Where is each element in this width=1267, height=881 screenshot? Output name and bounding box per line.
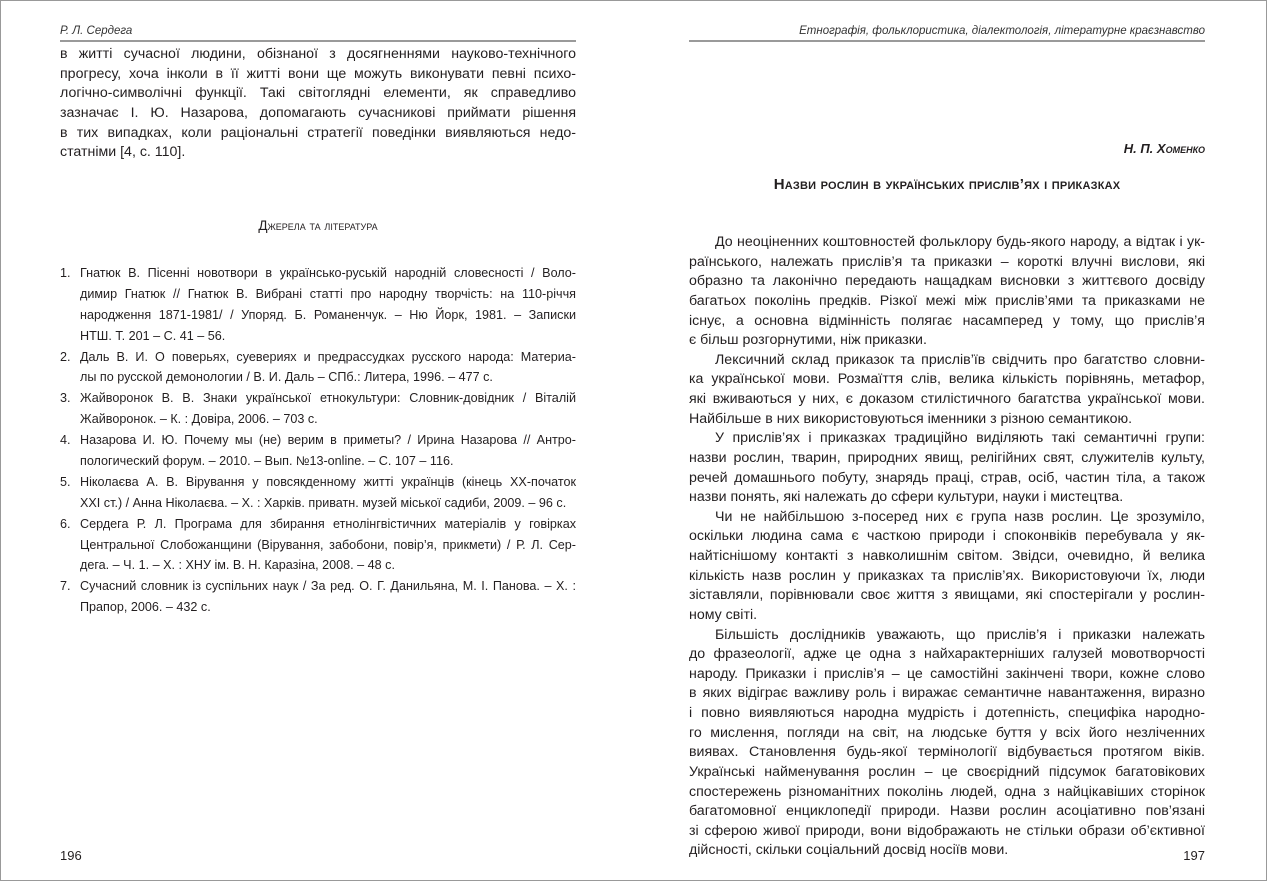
paragraph	[689, 508, 1205, 626]
reference-line: Гнатюк В. Пісенні новотвори в українсько-руській народній словесності / Воло-	[80, 266, 576, 280]
header-rule	[60, 40, 576, 42]
reference-item	[60, 430, 576, 472]
references-heading: Джерела та література	[258, 218, 378, 233]
running-head-right: Етнографія, фольклористика, діалектологія, літературне краєзнавство	[799, 25, 1205, 37]
text-line: багатомовної енциклопедії природи. Назви рослин асоціативно пов’язані	[689, 803, 1205, 820]
text-line: до фразеології, адже це одна з найхарактерніших галузей мовотворчості	[689, 646, 1205, 663]
reference-line: Сердега Р. Л. Програма для збирання етнолінгвістичних матеріалів у говірках	[80, 516, 576, 531]
text-line: зіставляли, порівнювали своє життя з явищами, які спостерігали у рослин-	[689, 587, 1205, 604]
text-line: в яких відіграє важливу роль і виражає семантичне навантаження, виразно	[689, 685, 1205, 702]
reference-item	[60, 514, 576, 577]
text-line: Лексичний склад приказок та прислів’їв свідчить про багатство словни-	[715, 351, 1205, 368]
text-line: народу. Приказки і прислів’я – це самостійні закінчені твори, кожне слово	[689, 665, 1205, 682]
reference-line: Жайворонок В. В. Знаки української етнокультури: Словник-довідник / Віталій	[80, 391, 576, 406]
page-number-left: 196	[60, 848, 82, 863]
text-line: багатьох поколінь предків. Різкої межі між прислів’ями та приказками не	[689, 292, 1205, 309]
reference-number: 1.	[60, 266, 71, 280]
reference-number: 7.	[60, 579, 71, 594]
reference-item	[60, 347, 576, 389]
references-list	[60, 263, 576, 618]
text-line: оскільки людина сама є часткою природи і споконвіків перебувала у як-	[689, 528, 1205, 545]
text-line: До неоціненних коштовностей фольклору будь-якого народу, а відтак і ук-	[715, 234, 1205, 250]
text-line: зі сферою живої природи, вони відображають не стільки образи об’єктивної	[689, 822, 1205, 839]
text-line: спостережень різноманітних поколінь людей, одна з найцікавіших сторінок	[689, 783, 1205, 800]
text-line: і повно виявляються народна мудрість і дотепність, специфіка народно-	[689, 705, 1205, 721]
reference-line: Центральної Слобожанщини (Вірування, забобони, повір’я, прикмети) / Р. Л. Сер-	[80, 537, 576, 552]
reference-number: 5.	[60, 474, 71, 489]
reference-line: димир Гнатюк // Гнатюк В. Вибрані статті про народну творчість: на 110-річчя	[80, 286, 576, 301]
reference-line: Назарова И. Ю. Почему мы (не) верим в приметы? / Ирина Назарова // Антро-	[80, 433, 576, 448]
reference-line: лы по русской демонологии / В. И. Даль – СПб.: Литера, 1996. – 477 с.	[80, 370, 493, 385]
text-line: статніми [4, с. 110].	[60, 144, 186, 161]
text-line: є більш розгорнутими, ніж приказки.	[689, 332, 927, 349]
text-line: Українські найменування рослин – це своєрідний підсумок багатовікових	[689, 763, 1205, 780]
paragraph	[689, 626, 1205, 862]
reference-item	[60, 263, 576, 347]
text-line: виявах. Становлення будь-якої термінології відбувається протягом віків.	[689, 744, 1205, 761]
reference-number: 2.	[60, 349, 71, 364]
left-page	[60, 0, 576, 881]
article-body	[689, 233, 1205, 861]
reference-item	[60, 388, 576, 430]
text-line: назви рослин, тварин, природних явищ, релігійних свят, служителів культу,	[689, 449, 1205, 466]
text-line: в тих випадках, коли раціональні стратегії поведінки виявляються недо-	[60, 124, 576, 141]
reference-line: ХХІ ст.) / Анна Ніколаєва. – Х. : Харків. приватн. музей міської садиби, 2009. – 96 с.	[80, 495, 567, 510]
reference-number: 6.	[60, 516, 71, 531]
article-author: Н. П. Хоменко	[1123, 141, 1205, 156]
reference-item	[60, 576, 576, 618]
reference-number: 4.	[60, 433, 71, 448]
reference-line: НТШ. Т. 201 – С. 41 – 56.	[80, 328, 226, 343]
text-line: кількість назв рослин у приказках та прислів’ях. Використовуючи їх, люди	[689, 567, 1205, 584]
text-line: логічно-символічні функції. Такі світоглядні елементи, як справедливо	[60, 85, 576, 102]
reference-line: дега. – Ч. 1. – Х. : ХНУ ім. В. Н. Каразіна, 2008. – 48 с.	[80, 558, 395, 573]
reference-line: Сучасний словник із суспільних наук / За ред. О. Г. Данильяна, М. І. Панова. – Х. :	[80, 579, 576, 594]
article-title: Назви рослин в українських прислів’ях і приказках	[773, 176, 1121, 193]
text-line: дійсності, скільки соціальний досвід носіїв мови.	[689, 842, 1009, 859]
reference-line: Даль В. И. О поверьях, суевериях и предрассудках русского народа: Материа-	[80, 349, 576, 364]
reference-line: Жайворонок. – К. : Довіра, 2006. – 703 с.	[80, 412, 318, 427]
running-head-left: Р. Л. Сердега	[60, 25, 133, 37]
reference-line: пологический форум. – 2010. – Вып. №13-online. – С. 107 – 116.	[80, 454, 454, 469]
reference-line: Ніколаєва А. В. Вірування у повсякденному житті українців (кінець ХХ-початок	[80, 474, 576, 489]
paragraph	[60, 45, 576, 163]
text-line: існує, а основна відмінність полягає насамперед у тому, що прислів’я	[689, 312, 1205, 329]
paragraph	[689, 351, 1205, 430]
text-line: Найбільше в них використовуються іменники з різною семантикою.	[689, 410, 1133, 427]
text-line: зазначає І. Ю. Назарова, допомагають сучасникові приймати рішення	[60, 104, 576, 121]
header-rule	[689, 40, 1205, 42]
text-line: ка української мови. Розмаїття слів, велика кількість порівнянь, метафор,	[689, 371, 1205, 388]
right-page	[689, 0, 1205, 881]
text-line: образно та лаконічно передають нащадкам висновки з життєвого досвіду	[689, 273, 1205, 290]
paragraph	[689, 233, 1205, 351]
paragraph	[689, 429, 1205, 508]
text-line: найтіснішому контакті з навколишнім світом. Звідси, очевидно, й велика	[689, 548, 1205, 564]
text-line: назви понять, які належать до сфери культури, науки і мистецтва.	[689, 489, 1124, 506]
text-line: го мислення, погляди на світ, на людське буття у всіх його незліченних	[689, 724, 1205, 741]
text-line: прогресу, хоча інколи в її житті вони ще можуть виконувати певні психо-	[60, 65, 576, 82]
reference-line: народження 1871-1981/ / Упоряд. Б. Романенчук. – Ню Йорк, 1981. – Записки	[80, 307, 576, 322]
text-line: ному світі.	[689, 606, 758, 623]
text-line: раїнського, належать прислів’я та приказки – короткі влучні вислови, які	[689, 253, 1205, 270]
page-number-right: 197	[1183, 848, 1205, 863]
text-line: які вживаються у них, є доказом стилістичного багатства української мови.	[689, 391, 1205, 407]
text-line: речей домашнього побуту, знарядь праці, страв, осіб, частин тіла, а також	[689, 469, 1205, 486]
continuation-text	[60, 45, 576, 163]
text-line: Чи не найбільшою з-посеред них є група назв рослин. Це зрозуміло,	[715, 508, 1205, 525]
text-line: Більшість дослідників уважають, що прислів’я і приказки належать	[715, 626, 1205, 643]
reference-number: 3.	[60, 391, 71, 406]
text-line: в житті сучасної людини, обізнаної з досягненнями науково-технічного	[60, 46, 576, 62]
reference-line: Прапор, 2006. – 432 с.	[80, 600, 211, 615]
reference-item	[60, 472, 576, 514]
text-line: У прислів’ях і приказках традиційно виділяють такі семантичні групи:	[715, 430, 1205, 447]
